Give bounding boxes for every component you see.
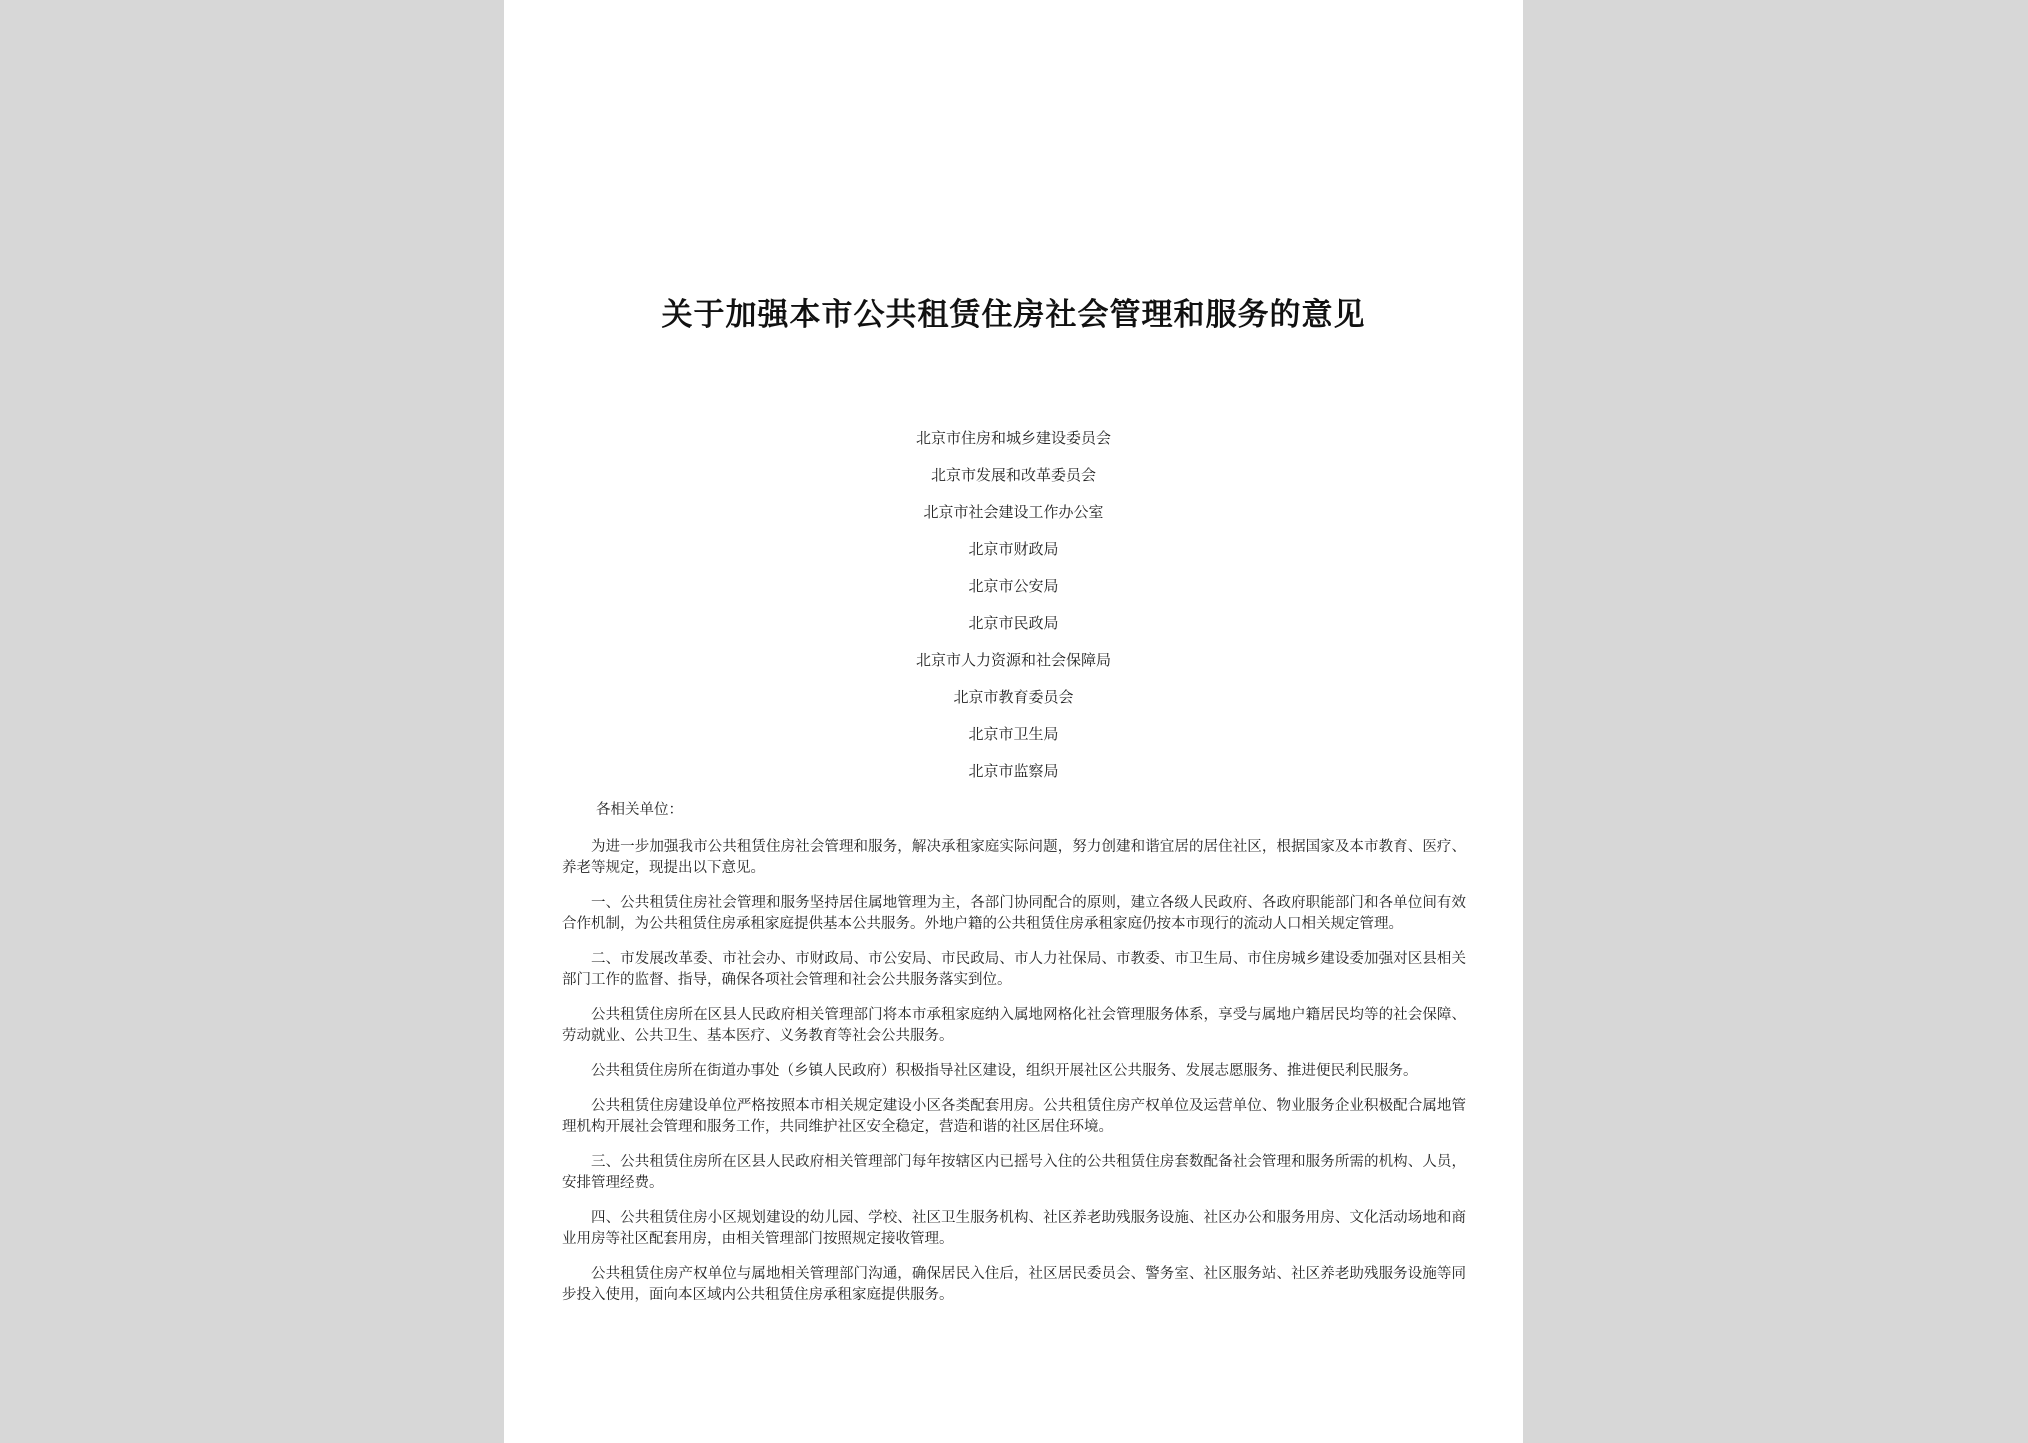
issuer-line: 北京市卫生局 <box>968 725 1059 743</box>
body-paragraph: 公共租赁住房所在街道办事处（乡镇人民政府）积极指导社区建设，组织开展社区公共服务、发展志愿服务、推进便民利民服务。 <box>591 1063 1418 1079</box>
issuer-line: 北京市社会建设工作办公室 <box>923 503 1104 521</box>
issuer-line: 北京市住房和城乡建设委员会 <box>915 429 1111 447</box>
salutation: 各相关单位： <box>596 802 683 818</box>
body-paragraph: 三、公共租赁住房所在区县人民政府相关管理部门每年按辖区内已摇号入住的公共租赁住房套数配备社会管理和服务所需的机构、人员，安排管理经费。 <box>562 1154 1466 1191</box>
document-page <box>504 0 1523 1443</box>
document-body <box>562 800 1466 1320</box>
body-paragraph: 公共租赁住房建设单位严格按照本市相关规定建设小区各类配套用房。公共租赁住房产权单位及运营单位、物业服务企业积极配合属地管理机构开展社会管理和服务工作，共同维护社区安全稳定，营造和谐的社区居住环境。 <box>562 1098 1466 1135</box>
document-title: 关于加强本市公共租赁住房社会管理和服务的意见 <box>661 297 1366 333</box>
body-paragraph: 四、公共租赁住房小区规划建设的幼儿园、学校、社区卫生服务机构、社区养老助残服务设施、社区办公和服务用房、文化活动场地和商业用房等社区配套用房，由相关管理部门按照规定接收管理。 <box>562 1210 1466 1247</box>
issuer-list <box>504 428 1523 798</box>
issuer-line: 北京市财政局 <box>968 540 1059 558</box>
issuer-line: 北京市发展和改革委员会 <box>930 466 1096 484</box>
body-paragraph: 二、市发展改革委、市社会办、市财政局、市公安局、市民政局、市人力社保局、市教委、市卫生局、市住房城乡建设委加强对区县相关部门工作的监督、指导，确保各项社会管理和社会公共服务落实到位。 <box>562 951 1466 988</box>
issuer-line: 北京市监察局 <box>968 762 1059 780</box>
body-paragraph: 公共租赁住房所在区县人民政府相关管理部门将本市承租家庭纳入属地网格化社会管理服务体系，享受与属地户籍居民均等的社会保障、劳动就业、公共卫生、基本医疗、义务教育等社会公共服务。 <box>562 1007 1466 1044</box>
body-paragraph: 公共租赁住房产权单位与属地相关管理部门沟通，确保居民入住后，社区居民委员会、警务室、社区服务站、社区养老助残服务设施等同步投入使用，面向本区域内公共租赁住房承租家庭提供服务。 <box>562 1266 1466 1303</box>
issuer-line: 北京市公安局 <box>968 577 1059 595</box>
body-paragraph: 为进一步加强我市公共租赁住房社会管理和服务，解决承租家庭实际问题，努力创建和谐宜居的居住社区，根据国家及本市教育、医疗、养老等规定，现提出以下意见。 <box>562 839 1466 876</box>
issuer-line: 北京市民政局 <box>968 614 1059 632</box>
issuer-line: 北京市教育委员会 <box>953 688 1074 706</box>
body-paragraph: 一、公共租赁住房社会管理和服务坚持居住属地管理为主，各部门协同配合的原则，建立各级人民政府、各政府职能部门和各单位间有效合作机制，为公共租赁住房承租家庭提供基本公共服务。外地户籍的公共租赁住房承租家庭仍按本市现行的流动人口相关规定管理。 <box>562 895 1466 932</box>
issuer-line: 北京市人力资源和社会保障局 <box>915 651 1111 669</box>
